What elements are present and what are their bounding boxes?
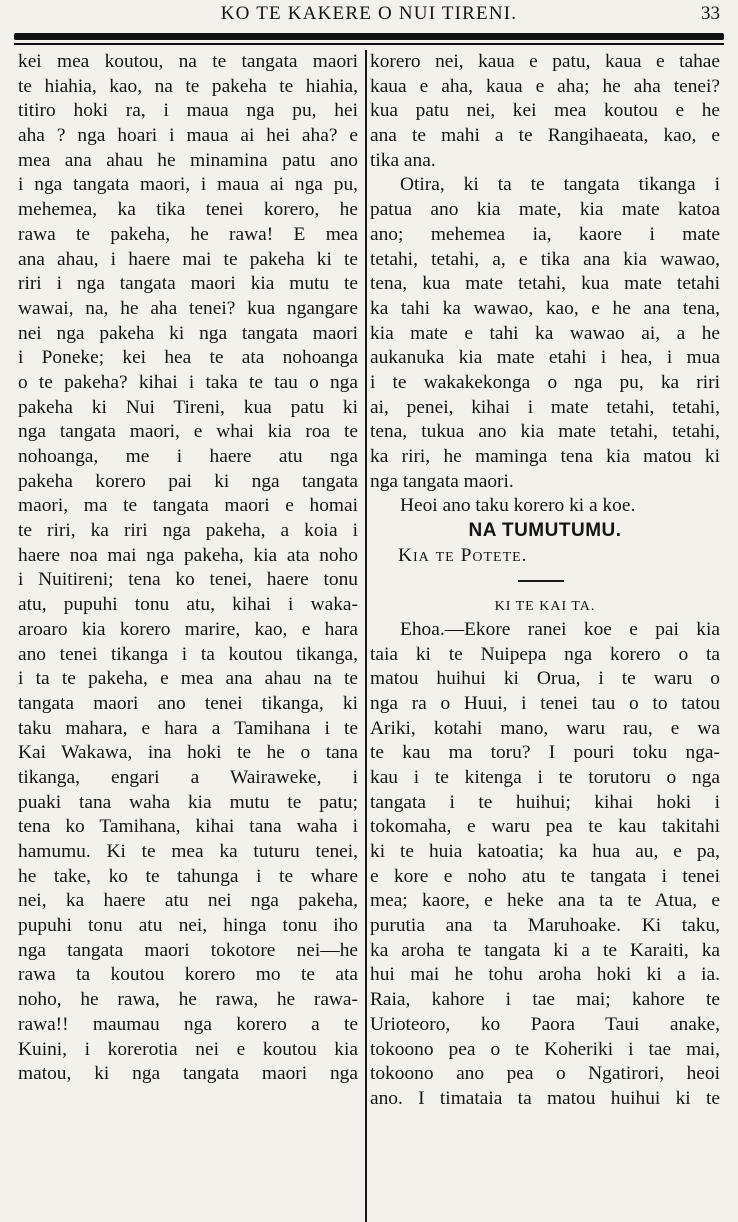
paragraph-4 <box>370 618 720 1112</box>
text-line: hamumu. Ki te mea ka tuturu tenei, <box>18 841 358 862</box>
text-line: tika ana. <box>370 149 436 171</box>
text-line: purutia ana ta Maruhoake. Ki taku, <box>370 915 720 937</box>
text-line: kua patu nei, kei mea koutou e he <box>370 100 720 122</box>
text-line: mea ana ahau he minamina patu ano <box>18 149 358 171</box>
text-line: tetahi, tetahi, a, e tika ana kia wawao, <box>370 248 720 270</box>
text-line: wawai, na, he aha tenei? kua ngangare <box>18 297 358 319</box>
right-column <box>370 50 720 1112</box>
text-line: kau i te kitenga i te torutoru o nga <box>370 766 720 788</box>
page-header <box>0 0 738 30</box>
text-line: ano; mehemea ia, kaore i mate <box>370 223 720 245</box>
text-line: nohoanga, me i haere atu nga <box>18 446 358 467</box>
section-divider <box>370 568 720 593</box>
text-line: pakeha korero pai ki nga tangata <box>18 470 358 492</box>
text-line: ano. I timataia ta matou huihui ki te <box>370 1087 720 1109</box>
text-line: i Nuitireni; tena ko tenei, haere tonu <box>18 569 358 591</box>
text-line: te kau ma toru? I pouri toku nga- <box>370 742 720 764</box>
text-line: matou, ki nga tangata maori nga <box>18 1063 358 1085</box>
addressee: Kia te Potete. <box>398 544 528 566</box>
section-heading: KI TE KAI TA. <box>494 599 596 615</box>
text-line: haere noa mai nga pakeha, kia ata noho <box>18 544 358 566</box>
text-line: titiro hoki ra, i maua nga pu, hei <box>18 100 358 122</box>
text-line: tena, kua mate tetahi, kua mate tetahi <box>370 273 720 295</box>
text-line: o te pakeha? kihai i taka te tau o nga <box>18 371 358 393</box>
text-line: rawa ta koutou korero mo te ata <box>18 964 358 986</box>
text-line: Raia, kahore i tae mai; kahore te <box>370 989 720 1011</box>
text-line: i te wakakekonga o nga pu, ka riri <box>370 371 720 393</box>
text-line: noho, he rawa, he rawa, he rawa- <box>18 989 358 1011</box>
text-line: tokoono ano pea o Ngatirori, heoi <box>370 1063 720 1085</box>
text-line: kei mea koutou, na te tangata maori <box>18 51 358 72</box>
text-line: ka aroha te tangata ki a te Karaiti, ka <box>370 939 720 961</box>
text-line: pupuhi tonu atu nei, hinga tonu iho <box>18 915 358 937</box>
text-line: tena, tukua ano kia mate tetahi, tetahi, <box>370 421 720 443</box>
text-line: aukanuka kia mate etahi i hea, i mua <box>370 347 720 369</box>
paragraph-1 <box>370 50 720 173</box>
text-line: maori, ma te tangata maori e homai <box>18 495 358 517</box>
text-line: nga tangata maori tokotore nei—he <box>18 939 358 961</box>
text-line: atu, pupuhi tonu atu, kihai i waka- <box>18 594 358 616</box>
text-line: ka tahi ka wawao, kao, e he ana tena, <box>370 297 720 319</box>
column-divider <box>365 50 367 1222</box>
text-line: mehemea, ka tika tenei korero, he <box>18 199 358 221</box>
text-line: riri i nga tangata maori kia mutu te <box>18 273 358 295</box>
text-line: ana te mahi a te Rangihaeata, kao, e <box>370 125 720 147</box>
text-line: Otira, ki ta te tangata tikanga i <box>400 174 720 196</box>
text-line: ano tenei tikanga i ta koutou tikanga, <box>18 643 358 665</box>
text-line: e kore e noho atu te tangata i tenei <box>370 865 720 887</box>
text-line: nga tangata maori, e whai kia roa te <box>18 421 358 443</box>
text-line: tokomaha, e waru pea te kau takitahi <box>370 816 720 838</box>
text-line: nga ra o Huui, i tenei tau o to tatou <box>370 692 720 714</box>
text-line: nei nga pakeha ki nga tangata maori <box>18 322 358 344</box>
text-line: ai, penei, kihai i mate tetahi, tetahi, <box>370 396 720 418</box>
text-line: he take, ko te tahunga i te whare <box>18 865 358 887</box>
text-line: kia mate e tahi ka wawao ai, a he <box>370 322 720 344</box>
text-line: Kai Wakawa, ina hoki te he o tana <box>18 742 358 764</box>
text-line: te riri, ka riri nga pakeha, a koia i <box>18 520 358 542</box>
text-line: ki te huia katoatia; ka hua au, e pa, <box>370 841 720 862</box>
text-line: korero nei, kaua e patu, kaua e tahae <box>370 51 720 72</box>
text-line: Ariki, kotahi mano, waru rau, e wa <box>370 717 720 739</box>
text-line: nga tangata maori. <box>370 470 514 492</box>
text-line: puaki tana waha kia mutu te patu; <box>18 791 358 813</box>
paragraph-2 <box>370 173 720 494</box>
text-line: tangata maori ano tenei tikanga, ki <box>18 692 358 714</box>
text-line: ana ahau, i haere mai te pakeha ki te <box>18 248 358 270</box>
text-line: rawa te pakeha, he rawa! E mea <box>18 223 358 245</box>
text-line: rawa!! maumau nga korero a te <box>18 1013 358 1035</box>
text-line: nei, ka haere atu nei nga pakeha, <box>18 890 358 912</box>
text-line: tangata i te huihui; kihai hoki i <box>370 791 720 813</box>
running-title: KO TE KAKERE O NUI TIRENI. <box>220 3 518 24</box>
header-rule-thin <box>14 43 724 45</box>
page-number: 33 <box>701 3 720 24</box>
text-line: tokoono pea o te Koheriki i tae mai, <box>370 1038 720 1060</box>
text-line: aha ? nga hoari i maua ai hei aha? e <box>18 125 358 147</box>
text-line: Kuini, i korerotia nei e koutou kia <box>18 1038 358 1060</box>
text-line: Ehoa.—Ekore ranei koe e pai kia <box>400 618 720 640</box>
text-line: taia ki te Nuipepa nga korero o ta <box>370 643 720 665</box>
header-rule-thick <box>14 33 724 40</box>
text-line: aroaro kia korero marire, kao, e hara <box>18 618 358 640</box>
text-line: matou huihui ki Orua, i te waru o <box>370 668 720 690</box>
text-line: i nga tangata maori, i maua ai nga pu, <box>18 174 358 196</box>
text-line: i Poneke; kei hea te ata nohoanga <box>18 347 358 369</box>
text-line: Urioteoro, ko Paora Taui anake, <box>370 1013 720 1035</box>
text-line: taku mahara, e hara a Tamihana i te <box>18 717 358 739</box>
signature: NA TUMUTUMU. <box>468 520 622 542</box>
text-line: te hiahia, kao, na te pakeha te hiahia, <box>18 75 358 97</box>
text-line: kaua e aha, kaua e aha; he aha tenei? <box>370 75 720 97</box>
text-line: tena ko Tamihana, kihai tana waha i <box>18 816 358 838</box>
text-line: ka riri, he maminga tena kia matou ki <box>370 446 720 467</box>
text-line: tikanga, engari a Wairaweke, i <box>18 766 358 788</box>
text-line: hui mai he tohu aroha hoki ki a ia. <box>370 964 720 986</box>
left-column <box>18 50 358 1087</box>
text-line: mea; kaore, e heke ana ta te Atua, e <box>370 890 720 912</box>
text-line: i ta te pakeha, e mea ana ahau na te <box>18 668 358 690</box>
paragraph-3: Heoi ano taku korero ki a koe. <box>400 495 636 517</box>
text-line: pakeha ki Nui Tireni, kua patu ki <box>18 396 358 418</box>
text-line: patua ano kia mate, kia mate katoa <box>370 199 720 221</box>
